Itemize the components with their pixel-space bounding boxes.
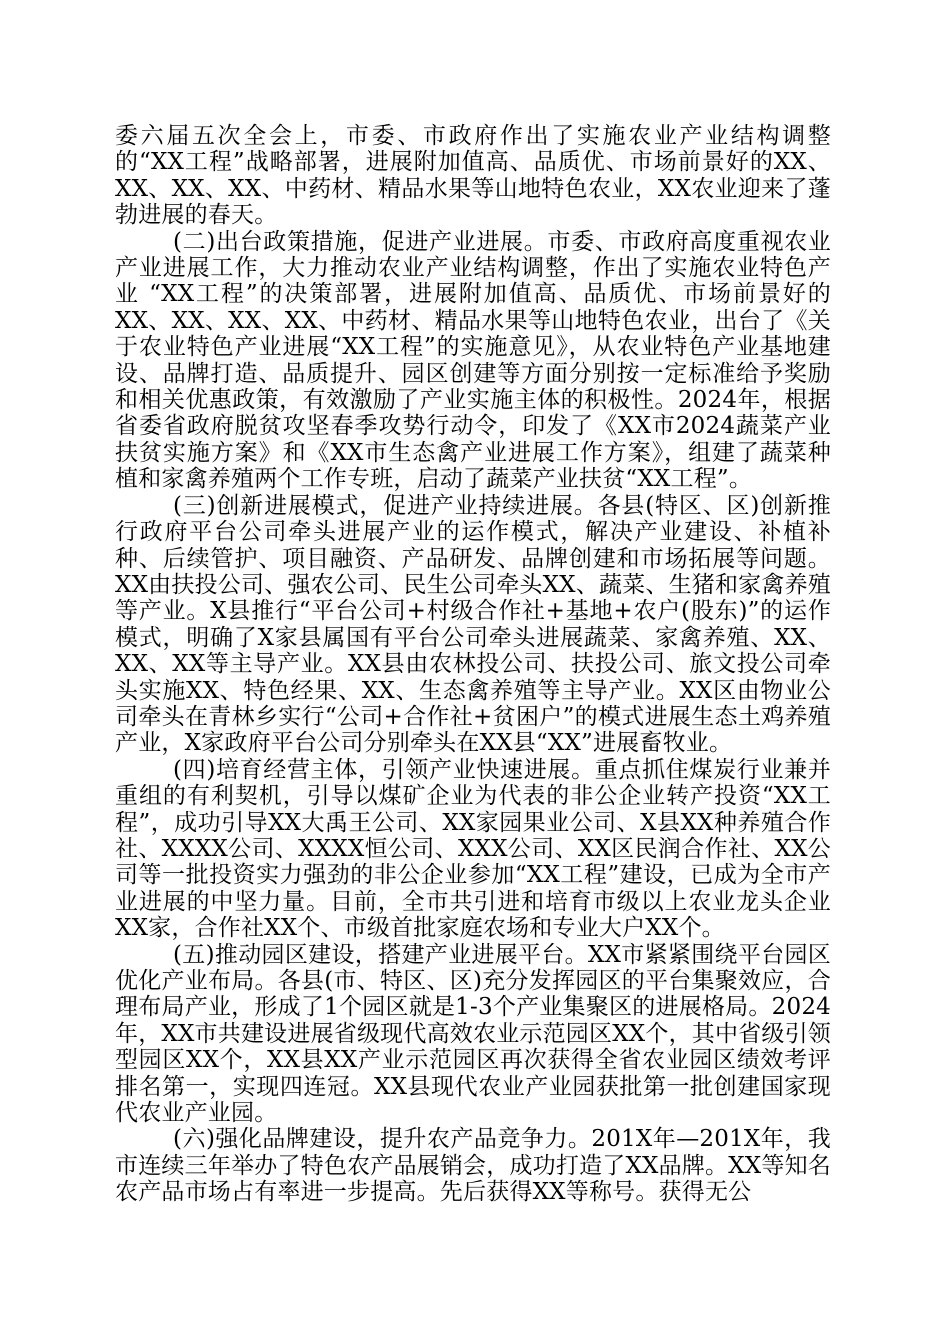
paragraph-4: (四)培育经营主体，引领产业快速进展。重点抓住煤炭行业兼并重组的有利契机，引导以煤矿企业为代表的非公企业转产投资“XX工程”，成功引导XX大禹王公司、XX家园果业公司、X县XX种养殖合作社、XXXX公司、XXXX恒公司、XXX公司、XX区民润合作社、XX公司等一批投资实力强劲的非公企业参加“XX工程”建设，已成为全市产业进展的中坚力量。目前，全市共引进和培育市级以上农业龙头企业XX家，合作社XX个、市级首批家庭农场和专业大户XX个。: [115, 756, 831, 942]
document-page: [115, 123, 831, 1206]
paragraph-5: (五)推动园区建设，搭建产业进展平台。XX市紧紧围绕平台园区优化产业布局。各县(市、特区、区)充分发挥园区的平台集聚效应，合理布局产业，形成了1个园区就是1-3个产业集聚区的进展格局。2024年，XX市共建设进展省级现代高效农业示范园区XX个，其中省级引领型园区XX个，XX县XX产业示范园区再次获得全省农业园区绩效考评排名第一，实现四连冠。XX县现代农业产业园获批第一批创建国家现代农业产业园。: [115, 941, 831, 1127]
paragraph-6: (六)强化品牌建设，提升农产品竞争力。201X年—201X年，我市连续三年举办了特色农产品展销会，成功打造了XX品牌。XX等知名农产品市场占有率进一步提高。先后获得XX等称号。获得无公: [115, 1126, 831, 1206]
paragraph-2: (二)出台政策措施，促进产业进展。市委、市政府高度重视农业产业进展工作，大力推动农业产业结构调整，作出了实施农业特色产业 “XX工程”的决策部署，进展附加值高、品质优、市场前景好的XX、XX、XX、XX、中药材、精品水果等山地特色农业，出台了《关于农业特色产业进展“XX工程”的实施意见》，从农业特色产业基地建设、品牌打造、品质提升、园区创建等方面分别按一定标准给予奖励和相关优惠政策，有效激励了产业实施主体的积极性。2024年，根据省委省政府脱贫攻坚春季攻势行动令，印发了《XX市2024蔬菜产业扶贫实施方案》和《XX市生态禽产业进展工作方案》，组建了蔬菜种植和家禽养殖两个工作专班，启动了蔬菜产业扶贫“XX工程”。: [115, 228, 831, 493]
paragraph-3: (三)创新进展模式，促进产业持续进展。各县(特区、区)创新推行政府平台公司牵头进展产业的运作模式，解决产业建设、补植补种、后续管护、项目融资、产品研发、品牌创建和市场拓展等问题。XX由扶投公司、强农公司、民生公司牵头XX、蔬菜、生猪和家禽养殖等产业。X县推行“平台公司+村级合作社+基地+农户(股东)”的运作模式，明确了X家县属国有平台公司牵头进展蔬菜、家禽养殖、XX、XX、XX等主导产业。XX县由农林投公司、扶投公司、旅文投公司牵头实施XX、特色经果、XX、生态禽养殖等主导产业。XX区由物业公司牵头在青林乡实行“公司+合作社+贫困户”的模式进展生态土鸡养殖产业，X家政府平台公司分别牵头在XX县“XX”进展畜牧业。: [115, 492, 831, 757]
paragraph-1: 委六届五次全会上，市委、市政府作出了实施农业产业结构调整的“XX工程”战略部署，进展附加值高、品质优、市场前景好的XX、XX、XX、XX、中药材、精品水果等山地特色农业，XX农业迎来了蓬勃进展的春天。: [115, 123, 831, 229]
